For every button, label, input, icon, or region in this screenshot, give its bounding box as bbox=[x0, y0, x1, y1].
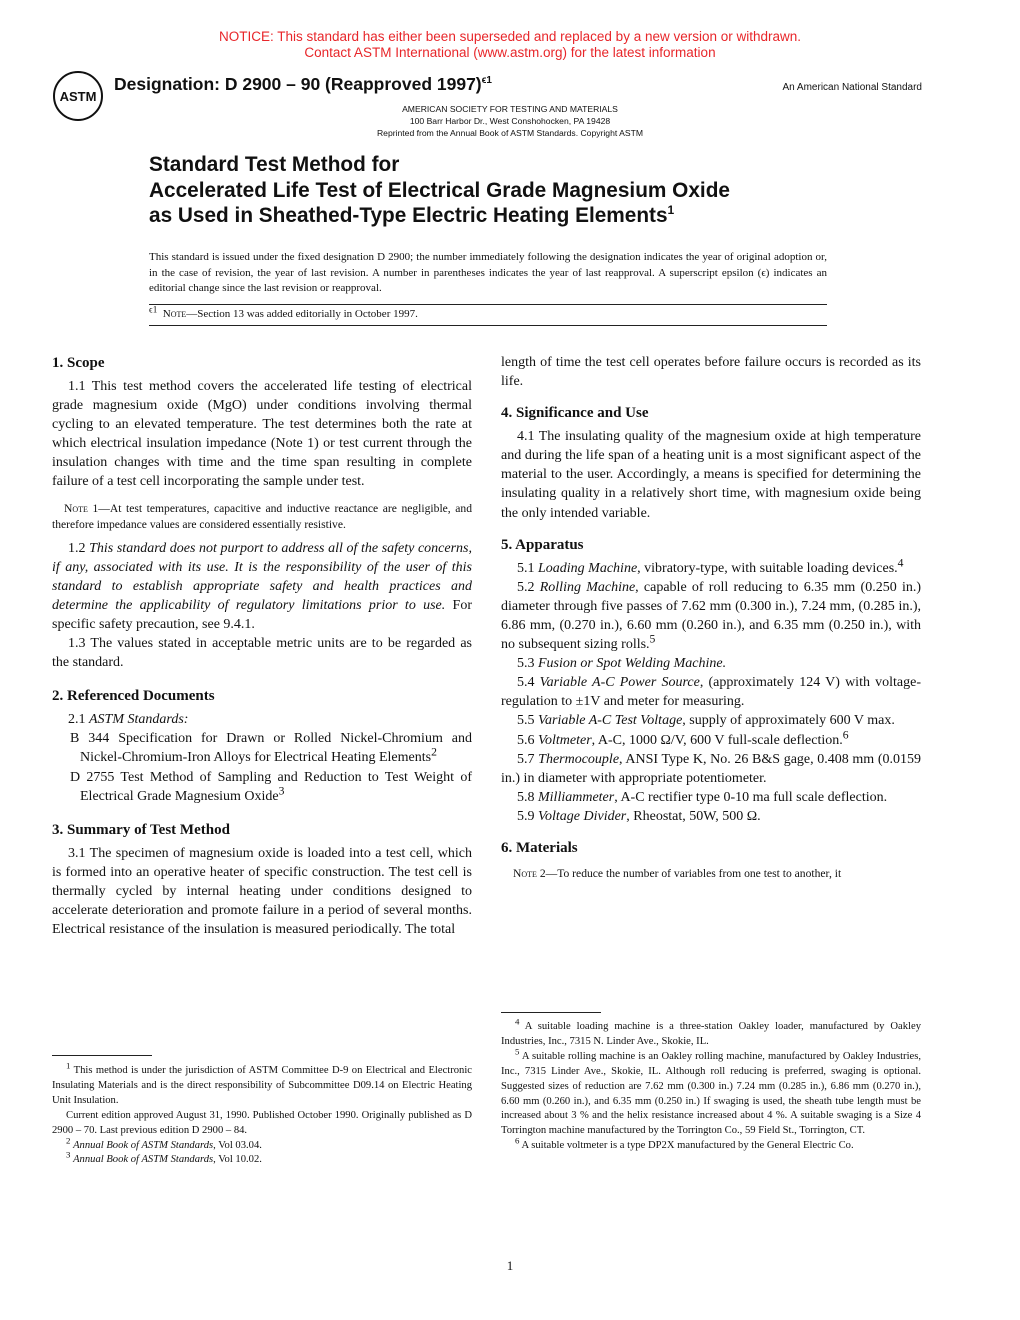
designation bbox=[114, 74, 492, 95]
footnote bbox=[501, 1046, 921, 1139]
footnotes-left bbox=[52, 1060, 472, 1168]
note-2-label: Note 2 bbox=[513, 866, 546, 880]
apparatus-item bbox=[501, 711, 921, 730]
footnote bbox=[501, 1135, 921, 1154]
reference-b344 bbox=[52, 729, 472, 767]
apparatus-item-name: Rolling Machine bbox=[539, 579, 636, 595]
divider-bottom bbox=[149, 325, 827, 326]
reference-b344-sup: 2 bbox=[431, 745, 437, 759]
reference-d2755-text: D 2755 Test Method of Sampling and Reduction to Test Weight of Electrical Grade Magnesium Oxide bbox=[70, 769, 472, 804]
para-2-1-italic: ASTM Standards: bbox=[89, 712, 189, 728]
note-1-text: —At test temperatures, capacitive and inductive reactance are negligible, and therefore impedance values are considered essentially resistive. bbox=[52, 501, 472, 531]
apparatus-item-footnote-mark: 5 bbox=[649, 632, 656, 646]
para-1-2-italic: This standard does not purport to address all of the safety concerns, if any, associated with its use. It is the responsibility of the user of this standard to establish appropriate safety and health practices and determine the applicability of regulatory limitations prior to use. bbox=[52, 540, 473, 613]
footnote bbox=[52, 1109, 472, 1139]
divider-top bbox=[149, 304, 827, 305]
apparatus-item-footnote-mark: 4 bbox=[897, 556, 904, 569]
footnote-mark: 6 bbox=[515, 1135, 520, 1146]
apparatus-item-text: , ANSI Type K, No. 26 B&S gage, 0.408 mm (0.0159 in.) in diameter with appropriate potentiometer. bbox=[501, 751, 922, 786]
apparatus-list bbox=[501, 556, 922, 826]
epsilon-note-text: —Section 13 was added editorially in October 1997. bbox=[186, 308, 418, 320]
astm-logo-text: ASTM bbox=[59, 89, 97, 104]
apparatus-item-number: 5.1 bbox=[517, 560, 538, 576]
reference-d2755 bbox=[52, 768, 472, 806]
footnote-mark: 1 bbox=[66, 1060, 71, 1071]
right-column bbox=[501, 353, 921, 882]
society-name: AMERICAN SOCIETY FOR TESTING AND MATERIALS bbox=[402, 104, 618, 114]
apparatus-item-text: , vibratory-type, with suitable loading devices. bbox=[637, 560, 898, 576]
para-2-1-num: 2.1 bbox=[68, 712, 89, 728]
reprinted-notice: Reprinted from the Annual Book of ASTM Standards. Copyright ASTM bbox=[376, 128, 644, 138]
para-1-2-rest: For specific safety precaution, see 9.4.1. bbox=[52, 597, 472, 632]
apparatus-item-name: Voltage Divider bbox=[538, 808, 627, 824]
footnote-rule-left bbox=[52, 1055, 152, 1056]
para-3-1-continued: length of time the test cell operates before failure occurs is recorded as its life. bbox=[501, 355, 921, 390]
para-2-1 bbox=[52, 710, 472, 729]
footnote-text: A suitable voltmeter is a type DP2X manufactured by the General Electric Co. bbox=[521, 1140, 854, 1152]
apparatus-item bbox=[501, 807, 921, 826]
section-2-heading: 2. Referenced Documents bbox=[52, 688, 215, 705]
footnote-text: , Vol 03.04. bbox=[213, 1139, 262, 1151]
section-1-heading: 1. Scope bbox=[52, 355, 105, 371]
para-1-2 bbox=[52, 539, 472, 634]
footnote bbox=[501, 1016, 921, 1050]
epsilon-note-mark: ϵ1 bbox=[149, 304, 158, 315]
apparatus-item-number: 5.9 bbox=[517, 808, 538, 824]
apparatus-item-name: Loading Machine bbox=[538, 560, 638, 576]
apparatus-item-number: 5.7 bbox=[517, 751, 539, 767]
section-5-heading: 5. Apparatus bbox=[501, 536, 584, 553]
footnote-text: A suitable loading machine is a three-station Oakley loader, manufactured by Oakley Industries, Inc., 7315 N. Linder Ave., Skokie, IL. bbox=[501, 1021, 921, 1047]
footnote-text: This method is under the jurisdiction of ASTM Committee D-9 on Electrical and Electronic Insulating Materials and is the direct responsibility of Subcommittee D09.14 on Electric Heating Unit Insulation. bbox=[52, 1065, 472, 1106]
footnote-rule-right bbox=[501, 1012, 601, 1013]
apparatus-item bbox=[501, 556, 921, 578]
apparatus-item-name: Thermocouple bbox=[538, 751, 620, 767]
designation-epsilon: ϵ1 bbox=[481, 75, 492, 87]
notice-line-1: NOTICE: This standard has either been superseded and replaced by a new version or withdrawn. bbox=[218, 29, 802, 44]
apparatus-item bbox=[501, 578, 921, 654]
apparatus-item-number: 5.6 bbox=[517, 732, 538, 748]
national-standard-label: An American National Standard bbox=[782, 82, 922, 93]
apparatus-item-name: Milliammeter bbox=[538, 789, 615, 805]
footnote bbox=[52, 1135, 472, 1154]
section-3-heading: 3. Summary of Test Method bbox=[52, 821, 230, 838]
apparatus-item-number: 5.3 bbox=[517, 656, 538, 672]
apparatus-item bbox=[501, 727, 921, 750]
reference-d2755-sup: 3 bbox=[278, 783, 285, 797]
apparatus-item-text: , supply of approximately 600 V max. bbox=[682, 713, 895, 729]
note-2-text: —To reduce the number of variables from one test to another, it bbox=[545, 866, 842, 880]
note-2 bbox=[501, 866, 921, 882]
designation-text: Designation: D 2900 – 90 (Reapproved 1997) bbox=[114, 74, 482, 94]
notice-line-2: Contact ASTM International (www.astm.org) for the latest information bbox=[304, 45, 716, 60]
title-line-2: Accelerated Life Test of Electrical Grade Magnesium Oxide bbox=[149, 178, 730, 202]
footnote bbox=[52, 1060, 472, 1109]
apparatus-item-name: Fusion or Spot Welding Machine. bbox=[538, 656, 727, 672]
apparatus-item-name: Variable A-C Power Source bbox=[539, 675, 700, 691]
apparatus-item-number: 5.8 bbox=[517, 789, 538, 805]
para-1-1: 1.1 This test method covers the accelerated life testing of electrical grade magnesium oxide (MgO) under conditions involving thermal cycling to an elevated temperature. The test determines both the rate at which electrical insulation impedance (Note 1) or test current through the insulation changes with time and the time span resulting in complete failure of a test cell incorporating the sample under test. bbox=[52, 379, 472, 490]
section-6-heading: 6. Materials bbox=[501, 839, 578, 856]
footnote-mark: 4 bbox=[515, 1016, 520, 1027]
footnote-mark: 2 bbox=[66, 1135, 71, 1145]
para-1-3: 1.3 The values stated in acceptable metric units are to be regarded as the standard. bbox=[52, 636, 472, 671]
footnote-text: A suitable rolling machine is an Oakley rolling machine, manufactured by Oakley Industries, Inc., 7315 Linder Ave., Skokie, IL. Although roll reducing is preferred, swaging is optional. Suggested sizes of reduction are 7.62 mm (0.300 in.) 7.24 mm (0.285 in.), 6.86 mm (0.270 in.), 6.60 mm (0.260 in.), and 6.35 mm (0.250 in.) If swaging is used, the sheath tube length must be increased about 3 % and the helix resistance increased about 4 %. A suitable swaging is a Size 4 Torrington machine manufactured by the Torrington Co., 59 Field St., Torrington, CT. bbox=[501, 1050, 921, 1137]
para-1-2-num: 1.2 bbox=[68, 540, 90, 556]
para-4-1: 4.1 The insulating quality of the magnesium oxide at high temperature and during the life span of a heating unit is a most significant aspect of the material to the user. Accordingly, a means is specified for determining the insulating quality in a relatively short time, with magnesium oxide being the only intended variable. bbox=[501, 429, 921, 521]
footnote-mark: 3 bbox=[66, 1149, 71, 1160]
apparatus-item-number: 5.5 bbox=[517, 713, 538, 729]
left-column bbox=[52, 353, 472, 939]
society-address: 100 Barr Harbor Dr., West Conshohocken, PA 19428 bbox=[409, 116, 611, 126]
footnote-italic: Annual Book of ASTM Standards bbox=[73, 1154, 214, 1166]
document-title bbox=[149, 152, 869, 229]
apparatus-item-number: 5.4 bbox=[517, 675, 540, 691]
apparatus-item-text: , Rheostat, 50W, 500 Ω. bbox=[626, 808, 761, 824]
apparatus-item-text: , A-C, 1000 Ω/V, 600 V full-scale deflection. bbox=[591, 732, 843, 748]
footnote-mark: 5 bbox=[515, 1046, 520, 1057]
title-footnote-mark: 1 bbox=[667, 203, 675, 218]
footnotes-right bbox=[501, 1016, 921, 1154]
apparatus-item-footnote-mark: 6 bbox=[842, 727, 849, 741]
apparatus-item-text: , capable of roll reducing to 6.35 mm (0.250 in.) diameter through five passes of 7.62 mm (0.300 in.), 7.24 mm, (0.285 in.), 6.86 mm, (0.270 in.), 6.60 mm (0.260 in.), and 6.35 mm (0.250 in.), with no subsequent sizing rolls. bbox=[501, 579, 921, 653]
note-1 bbox=[52, 501, 472, 533]
apparatus-item-text: , A-C rectifier type 0-10 ma full scale deflection. bbox=[614, 789, 888, 805]
title-line-1: Standard Test Method for bbox=[149, 153, 400, 176]
section-4-heading: 4. Significance and Use bbox=[501, 405, 649, 422]
apparatus-item bbox=[501, 750, 921, 788]
footnote-text: , Vol 10.02. bbox=[213, 1154, 262, 1166]
footnote bbox=[52, 1149, 472, 1168]
apparatus-item-text: , (approximately 124 V) with voltage-regulation to ±1V and meter for measuring. bbox=[501, 675, 921, 710]
apparatus-item-number: 5.2 bbox=[517, 579, 540, 595]
apparatus-item-name: Variable A-C Test Voltage bbox=[538, 713, 683, 729]
reference-b344-text: B 344 Specification for Drawn or Rolled Nickel-Chromium and Nickel-Chromium-Iron Alloys for Electrical Heating Elements bbox=[70, 731, 472, 766]
para-3-1: 3.1 The specimen of magnesium oxide is loaded into a test cell, which is formed into an operative heater of specific construction. The test cell is thermally cycled by internal heating under conditions designed to accelerate deterioration and promote failure in a period of several months. Electrical resistance of the insulation is measured periodically. The total bbox=[52, 845, 472, 938]
apparatus-item bbox=[501, 673, 921, 711]
note-1-label: Note 1 bbox=[64, 501, 99, 515]
apparatus-item bbox=[501, 654, 921, 673]
title-line-3: as Used in Sheathed-Type Electric Heating Elements bbox=[149, 204, 668, 228]
epsilon-note bbox=[149, 304, 418, 320]
footnote-italic: Annual Book of ASTM Standards bbox=[73, 1139, 214, 1151]
footnote-text: Current edition approved August 31, 1990. Published October 1990. Originally published as D 2900 – 70. Last previous edition D 2900 – 84. bbox=[52, 1109, 472, 1136]
issued-statement: This standard is issued under the fixed designation D 2900; the number immediately following the designation indicates the year of original adoption or, in the case of revision, the year of last revision. A number in parentheses indicates the year of last reapproval. A superscript epsilon (ϵ) indicates an editorial change since the last revision or reapproval. bbox=[149, 251, 827, 295]
epsilon-note-label: Note bbox=[162, 308, 187, 320]
apparatus-item-name: Voltmeter bbox=[538, 732, 592, 748]
apparatus-item bbox=[501, 788, 921, 807]
page-number: 1 bbox=[506, 1258, 514, 1273]
